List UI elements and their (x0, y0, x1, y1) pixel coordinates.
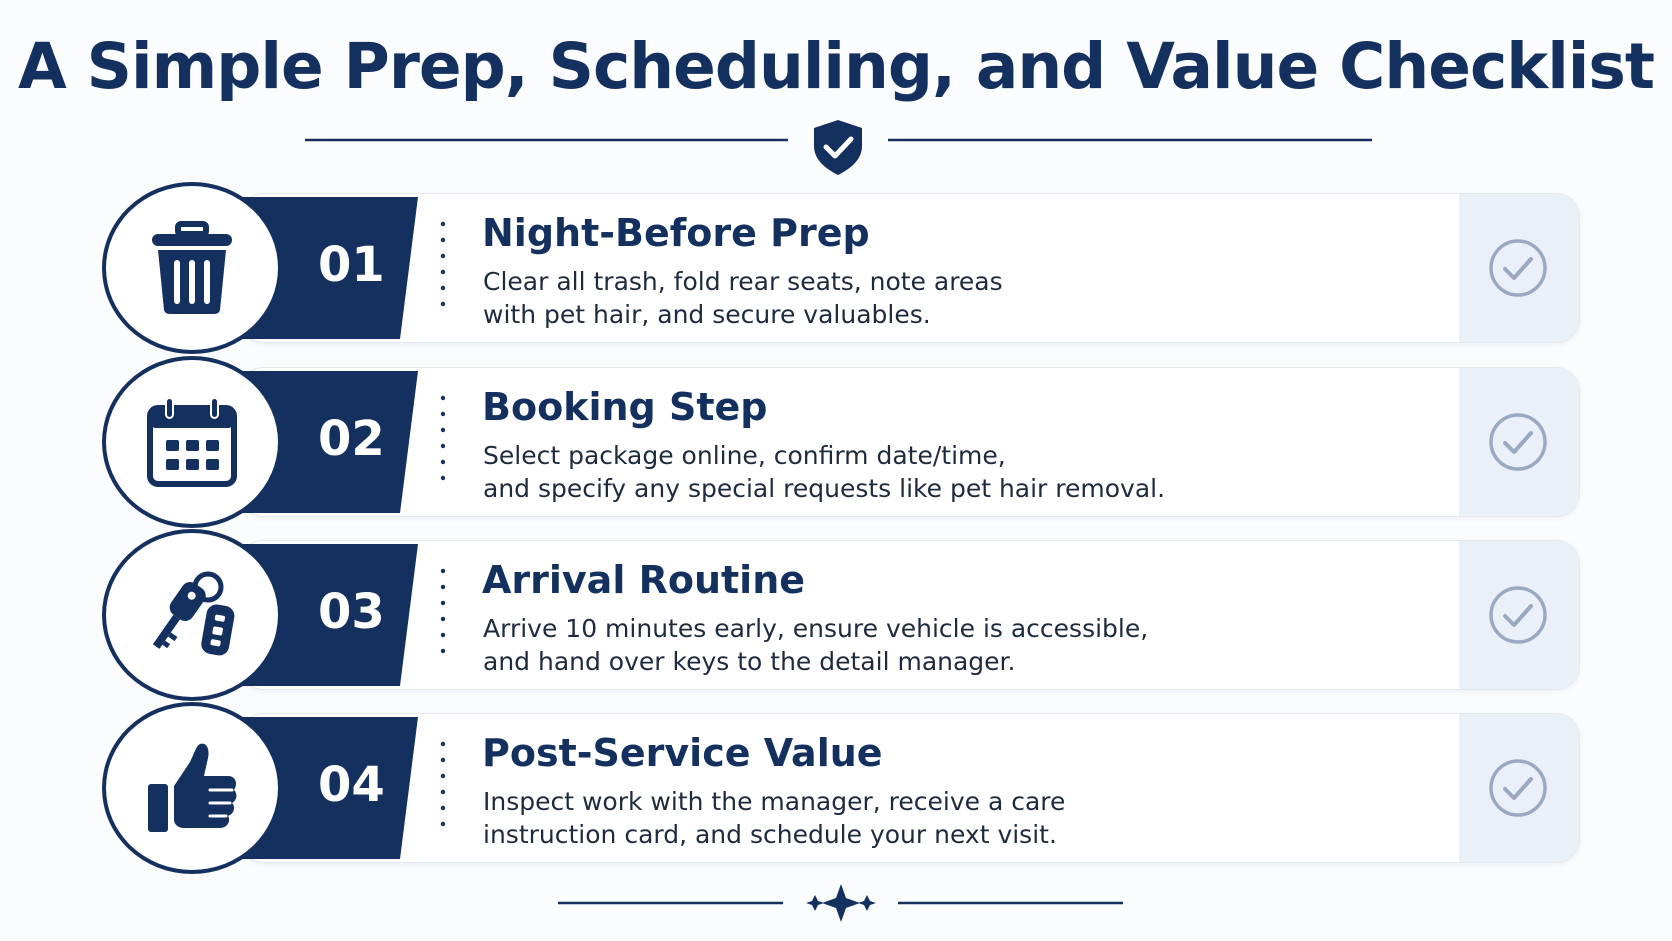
checkbox-panel[interactable] (1459, 541, 1579, 689)
step-icon-circle (102, 182, 282, 354)
calendar-icon (144, 394, 240, 490)
step-3 (0, 540, 1672, 690)
step-description: Select package online, confirm date/time, and specify any special requests like pet hair removal. (483, 441, 1166, 503)
step-description: Arrive 10 minutes early, ensure vehicle is accessible, and hand over keys to the detail manager. (483, 614, 1149, 676)
dotted-separator (440, 221, 446, 319)
step-title: Post-Service Value (482, 731, 883, 775)
trash-can-icon (144, 220, 240, 316)
checkbox-panel[interactable] (1459, 714, 1579, 862)
shield-check-icon (814, 120, 862, 175)
step-icon-circle (102, 702, 282, 874)
step-4 (0, 713, 1672, 863)
sparkle-icon (806, 884, 876, 922)
check-circle-icon[interactable] (1487, 757, 1549, 819)
step-title: Arrival Routine (482, 558, 806, 602)
step-1 (0, 193, 1672, 343)
step-number: 03 (318, 584, 385, 640)
step-icon-circle (102, 529, 282, 701)
step-icon-circle (102, 356, 282, 528)
step-2 (0, 367, 1672, 517)
checkbox-panel[interactable] (1459, 194, 1579, 342)
step-number: 02 (318, 411, 385, 467)
dotted-separator (440, 395, 446, 493)
step-title: Night-Before Prep (482, 211, 870, 255)
dotted-separator (440, 568, 446, 666)
checkbox-panel[interactable] (1459, 368, 1579, 516)
check-circle-icon[interactable] (1487, 411, 1549, 473)
step-title: Booking Step (482, 385, 768, 429)
car-keys-icon (144, 567, 240, 663)
thumbs-up-icon (144, 740, 240, 836)
step-description: Clear all trash, fold rear seats, note areas with pet hair, and secure valuables. (483, 267, 1003, 329)
check-circle-icon[interactable] (1487, 237, 1549, 299)
page-title: A Simple Prep, Scheduling, and Value Checklist (17, 30, 1655, 103)
step-number: 01 (318, 237, 385, 293)
step-number: 04 (318, 757, 385, 813)
dotted-separator (440, 741, 446, 839)
step-description: Inspect work with the manager, receive a care instruction card, and schedule your next visit. (483, 787, 1066, 849)
check-circle-icon[interactable] (1487, 584, 1549, 646)
footer-divider (0, 878, 1672, 928)
header-divider (0, 118, 1672, 178)
